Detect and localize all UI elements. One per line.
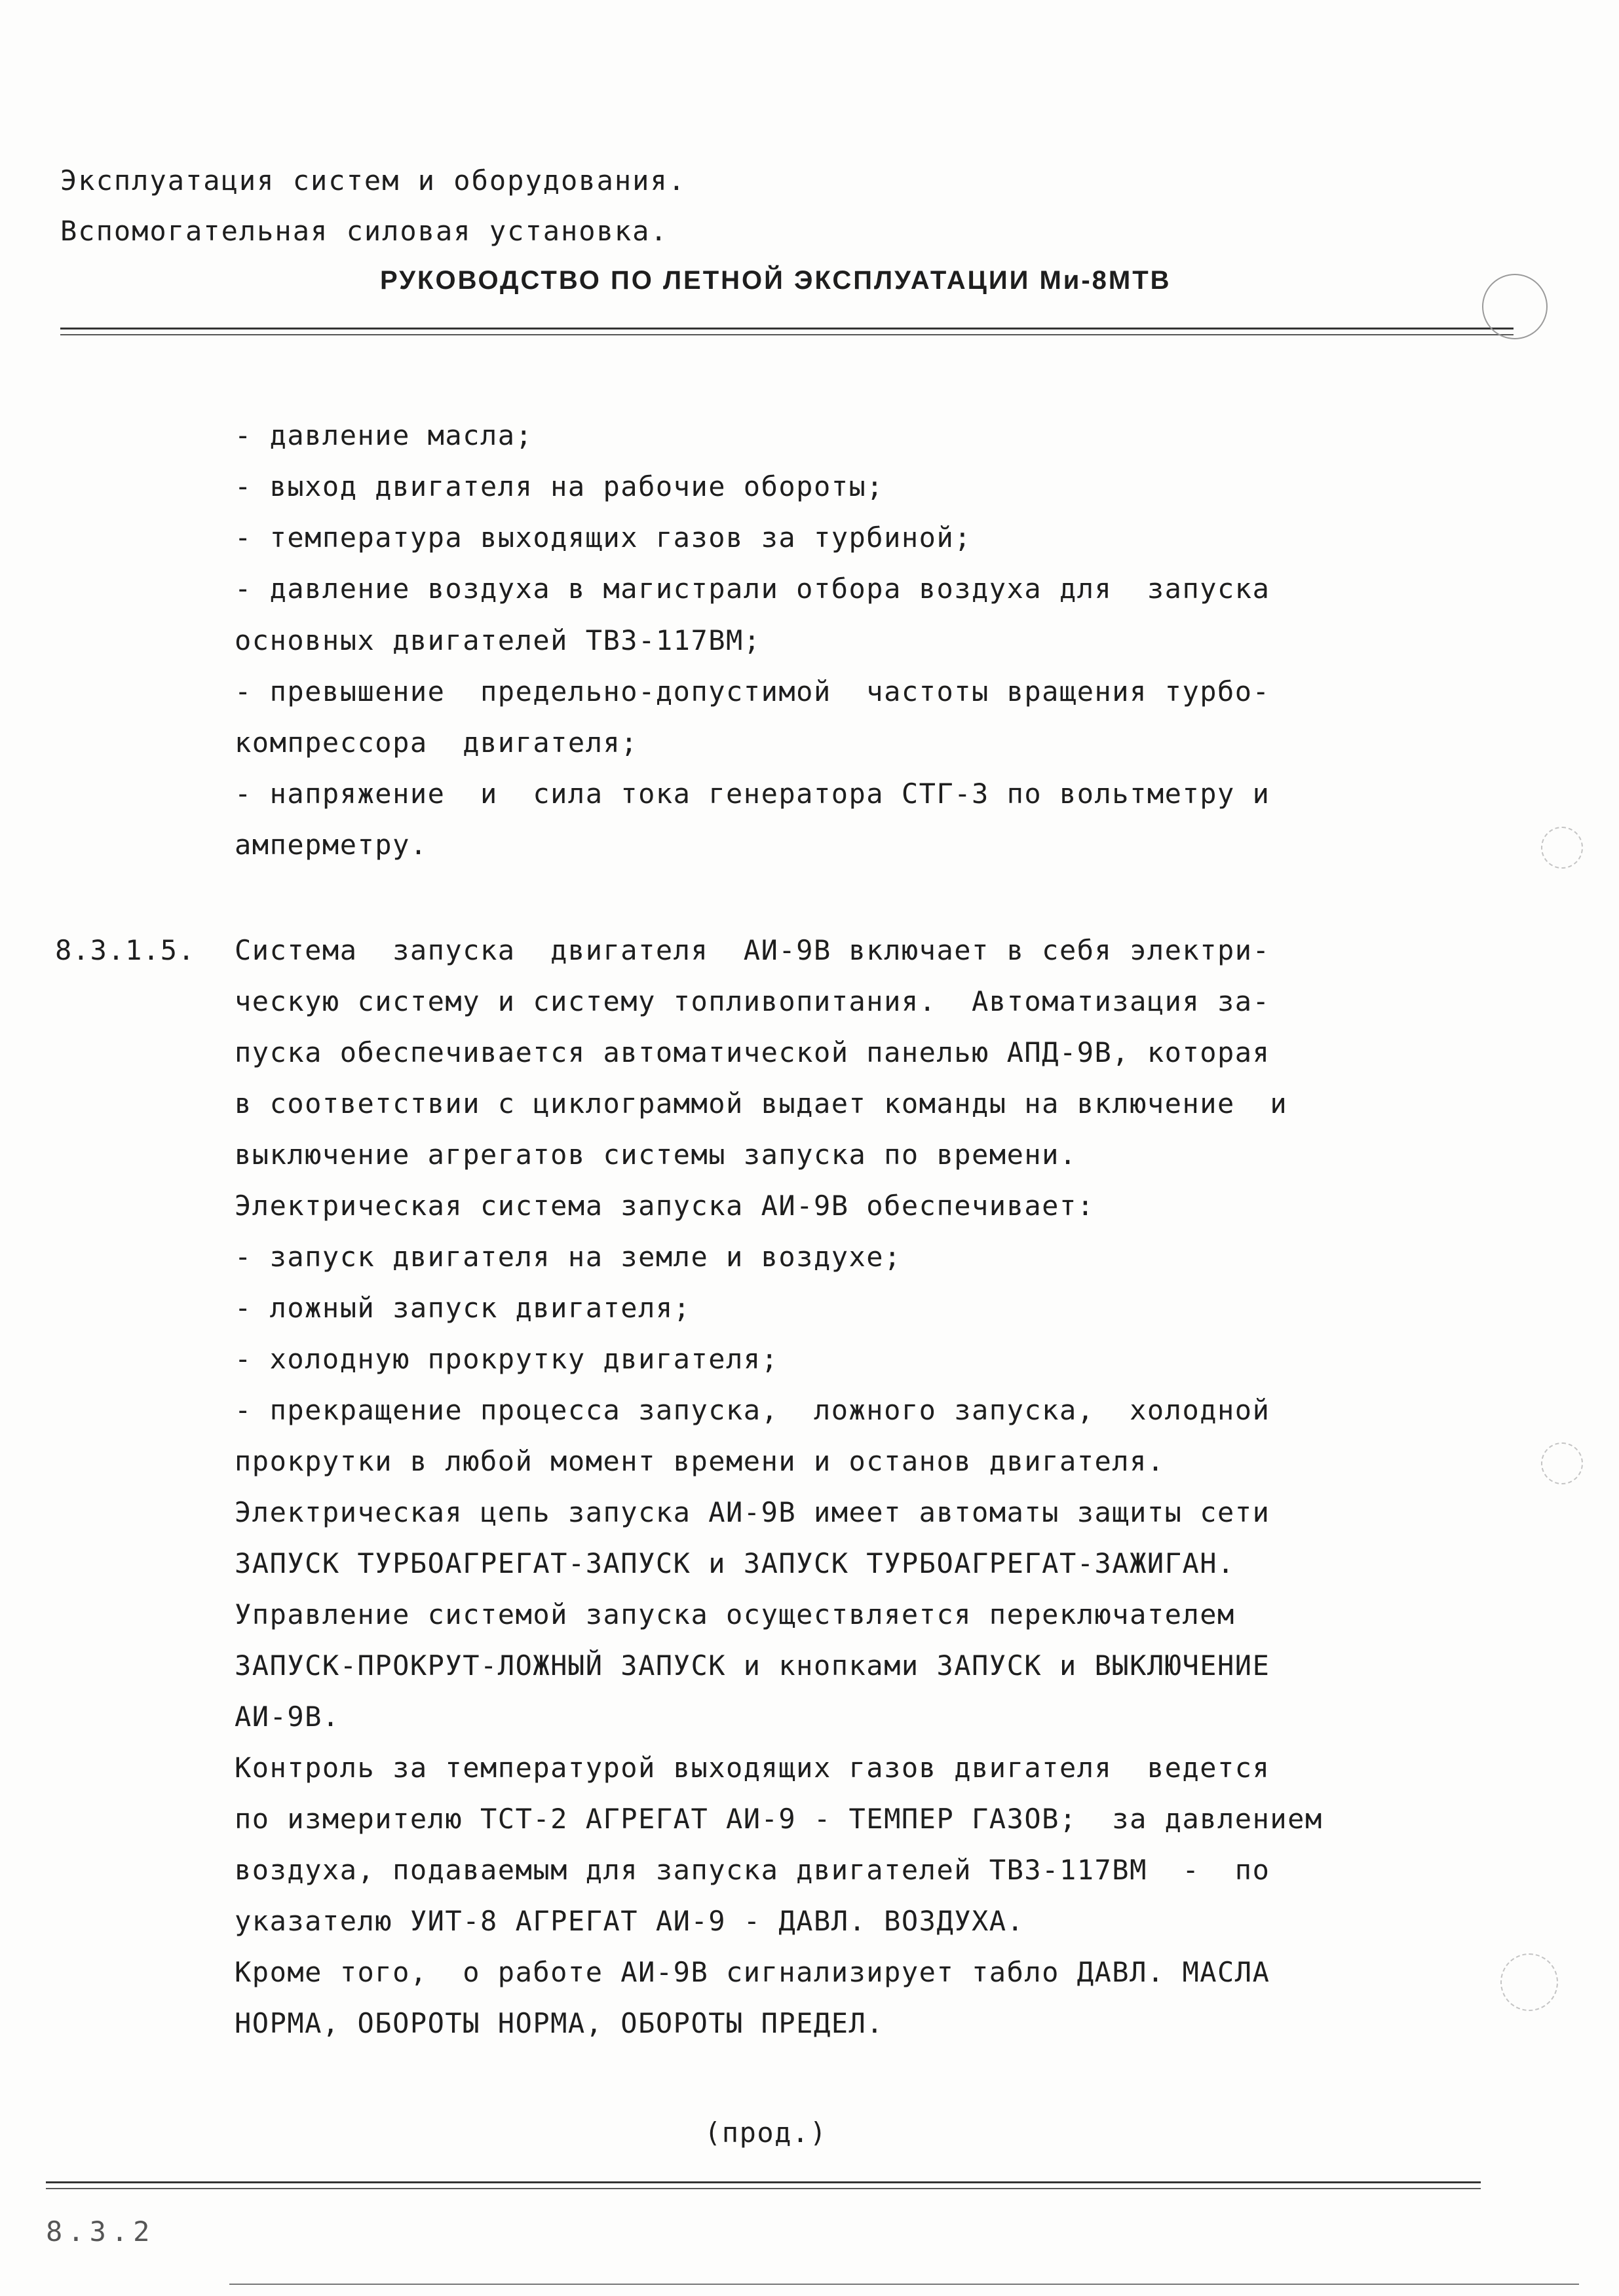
section-number: 8.3.1.5. [55,934,196,966]
paragraph-line: указателю УИТ-8 АГРЕГАТ АИ-9 - ДАВЛ. ВОЗДУХА. [235,1905,1025,1937]
hole-punch-mark [1500,1953,1558,2011]
list-item: основных двигателей ТВ3-117ВМ; [235,624,761,656]
paragraph-line: воздуха, подаваемым для запуска двигателей ТВ3-117ВМ - по [235,1854,1270,1886]
paragraph-line: в соответствии с циклограммой выдает команды на включение и [235,1087,1288,1120]
list-item: - температура выходящих газов за турбиной; [235,521,972,554]
paragraph-line: Контроль за температурой выходящих газов двигателя ведется [235,1752,1270,1784]
list-item: - давление воздуха в магистрали отбора воздуха для запуска [235,573,1270,605]
continued-label: (прод.) [704,2117,828,2149]
list-item: - выход двигателя на рабочие обороты; [235,470,885,502]
paragraph-line: НОРМА, ОБОРОТЫ НОРМА, ОБОРОТЫ ПРЕДЕЛ. [235,2007,885,2039]
manual-title: РУКОВОДСТВО ПО ЛЕТНОЙ ЭКСПЛУАТАЦИИ Ми-8МТВ [380,266,1171,295]
scan-edge-line [229,2284,1579,2285]
paragraph-line: - прекращение процесса запуска, ложного запуска, холодной [235,1394,1270,1426]
footer-rule-top [46,2181,1481,2183]
section-heading-2: Вспомогательная силовая установка. [60,215,668,247]
paragraph-line: - запуск двигателя на земле и воздухе; [235,1241,902,1273]
list-item: компрессора двигателя; [235,726,639,759]
list-item: - напряжение и сила тока генератора СТГ-3 по вольтметру и [235,778,1270,810]
paragraph-line: Электрическая система запуска АИ-9В обеспечивает: [235,1190,1095,1222]
paragraph-line: прокрутки в любой момент времени и останов двигателя. [235,1445,1165,1477]
paragraph-line: АИ-9В. [235,1701,340,1733]
header-rule-top [60,328,1514,329]
paragraph-line: Система запуска двигателя АИ-9В включает в себя электри- [235,934,1270,966]
hole-punch-mark [1482,274,1548,339]
paragraph-line: пуска обеспечивается автоматической панелью АПД-9В, которая [235,1036,1270,1068]
hole-punch-mark [1541,1442,1583,1484]
section-heading-1: Эксплуатация систем и оборудования. [60,164,687,197]
list-item: амперметру. [235,829,428,861]
paragraph-line: выключение агрегатов системы запуска по времени. [235,1139,1077,1171]
paragraph-line: Кроме того, о работе АИ-9В сигнализирует табло ДАВЛ. МАСЛА [235,1956,1270,1988]
paragraph-line: ческую систему и систему топливопитания. Автоматизация за- [235,985,1270,1017]
list-item: - превышение предельно-допустимой частоты вращения турбо- [235,675,1270,707]
paragraph-line: - холодную прокрутку двигателя; [235,1343,779,1375]
hole-punch-mark [1541,827,1583,869]
paragraph-line: - ложный запуск двигателя; [235,1292,691,1324]
paragraph-line: Управление системой запуска осуществляется переключателем [235,1598,1235,1630]
footer-rule-bottom [46,2188,1481,2189]
paragraph-line: по измерителю ТСТ-2 АГРЕГАТ АИ-9 - ТЕМПЕР ГАЗОВ; за давлением [235,1803,1323,1835]
paragraph-line: ЗАПУСК ТУРБОАГРЕГАТ-ЗАПУСК и ЗАПУСК ТУРБОАГРЕГАТ-ЗАЖИГАН. [235,1547,1235,1579]
page-number: 8.3.2 [46,2215,155,2248]
list-item: - давление масла; [235,419,533,451]
header-rule-bottom [60,334,1514,335]
paragraph-line: ЗАПУСК-ПРОКРУТ-ЛОЖНЫЙ ЗАПУСК и кнопками ЗАПУСК и ВЫКЛЮЧЕНИЕ [235,1649,1270,1682]
paragraph-line: Электрическая цепь запуска АИ-9В имеет автоматы защиты сети [235,1496,1270,1528]
